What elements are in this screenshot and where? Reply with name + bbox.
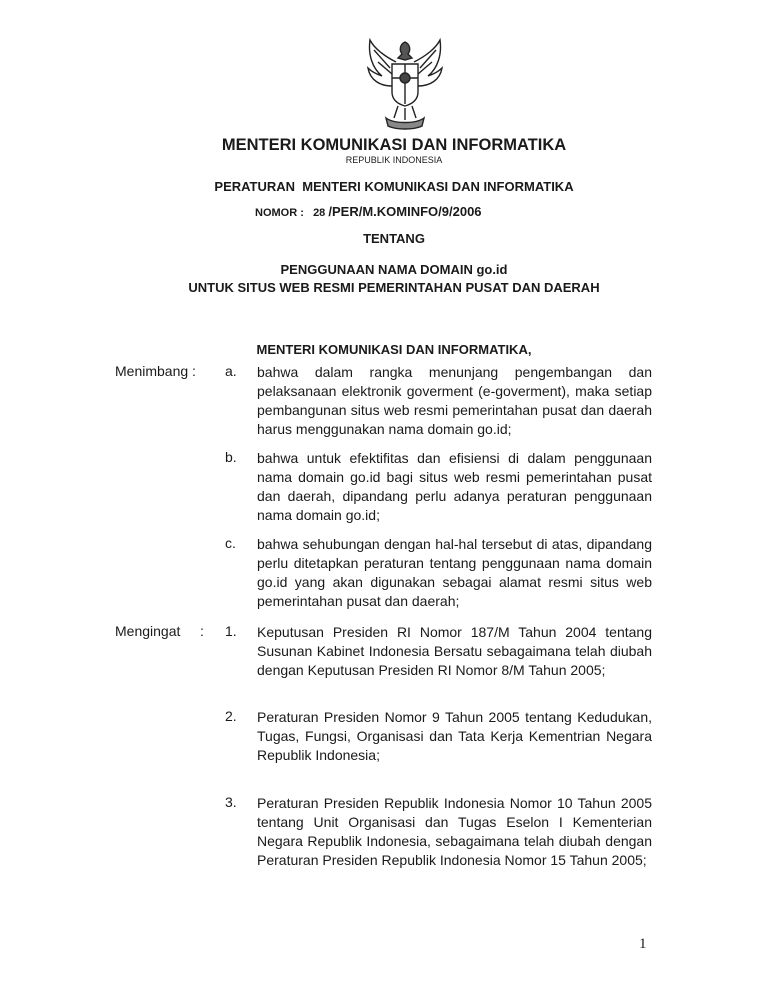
mengingat-item-1: Keputusan Presiden RI Nomor 187/M Tahun 2004 tentang Susunan Kabinet Indonesia Bersatu sebagaimana telah diubah dengan Keputusan Presiden RI Nomor 8/M Tahun 2005; [257,624,652,678]
nomor-code: /PER/M.KOMINFO/9/2006 [328,204,482,219]
menimbang-item-b: bahwa untuk efektifitas dan efisiensi di dalam penggunaan nama domain go.id bagi situs web resmi pemerintahan pusat dan daerah, dipandang perlu adanya peraturan penggunaan nama domain go.id; [257,450,652,523]
subject-line-2: UNTUK SITUS WEB RESMI PEMERINTAHAN PUSAT DAN DAERAH [188,280,600,295]
subject-line-1: PENGGUNAAN NAMA DOMAIN go.id [280,262,508,277]
tentang-heading: TENTANG [363,231,425,246]
minister-heading: MENTERI KOMUNIKASI DAN INFORMATIKA, [256,342,532,357]
item-mark: c. [225,535,236,551]
item-mark: 1. [225,623,237,639]
item-mark: 3. [225,794,237,810]
mengingat-label: Mengingat [115,623,181,639]
nomor-value: 28 [313,207,326,219]
nomor-label: NOMOR : [255,207,304,219]
menimbang-item-a: bahwa dalam rangka menunjang pengembangan dan pelaksanaan elektronik goverment (e-goverment), maka setiap pembangunan situs web resmi pemerintahan pusat dan daerah harus menggunakan nama domain go.id; [257,364,652,437]
garuda-emblem-icon [364,38,446,132]
menimbang-item-c: bahwa sehubungan dengan hal-hal tersebut di atas, dipandang perlu ditetapkan peraturan tentang penggunaan nama domain go.id yang akan digunakan sebagai alamat resmi situs web pemerintahan pusat dan daerah; [257,536,652,609]
ministry-subtitle: REPUBLIK INDONESIA [345,155,443,165]
regulation-title: PERATURAN MENTERI KOMUNIKASI DAN INFORMATIKA [214,179,574,194]
ministry-title: MENTERI KOMUNIKASI DAN INFORMATIKA [221,136,567,154]
mengingat-colon: : [200,623,204,639]
page-number: 1 [639,936,647,952]
mengingat-item-2: Peraturan Presiden Nomor 9 Tahun 2005 tentang Kedudukan, Tugas, Fungsi, Organisasi dan Tata Kerja Kementrian Negara Republik Indonesia; [257,709,652,763]
item-mark: b. [225,449,237,465]
regulation-number [255,204,482,219]
item-mark: a. [225,363,237,379]
menimbang-label: Menimbang : [115,363,196,379]
item-mark: 2. [225,708,237,724]
mengingat-item-3: Peraturan Presiden Republik Indonesia Nomor 10 Tahun 2005 tentang Unit Organisasi dan Tugas Eselon I Kementerian Negara Republik Indonesia, sebagaimana telah diubah dengan Peraturan Presiden Republik Indonesia Nomor 15 Tahun 2005; [257,795,652,868]
